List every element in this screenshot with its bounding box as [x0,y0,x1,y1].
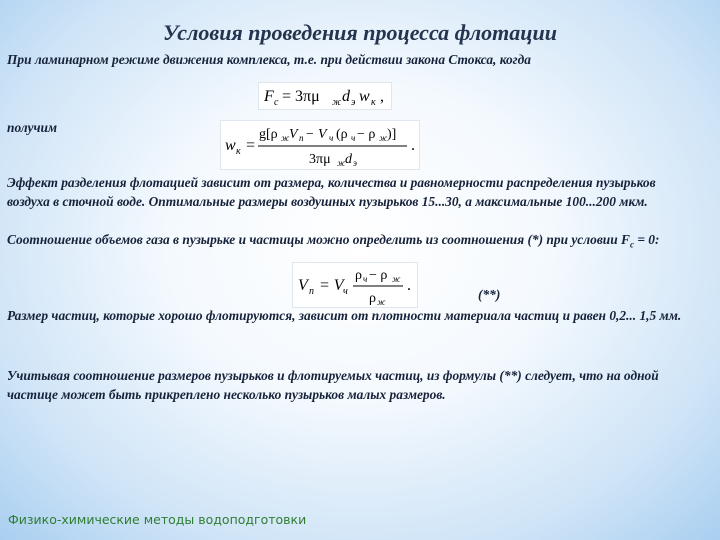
formula1-lhs: F [264,88,274,105]
formula1-w: w [359,88,370,105]
formula-volume-ratio [292,262,418,308]
formula3-eq-sub: ч [343,286,348,297]
formula2-den-s1: ж [337,158,346,168]
formula1-lhs-sub: c [274,97,279,108]
formula3-den-s1: ж [377,297,386,307]
formula1-mu-sub: ж [332,97,342,108]
formula2-num-s4: ч [351,133,356,143]
formula2-num-s3: ч [329,133,334,143]
ratio-force: F [621,232,630,247]
formula2-w-sub: к [236,146,241,157]
formula3-num-s2: ж [392,274,401,284]
paragraph-particle-size: Размер частиц, которые хорошо флотируются, зависит от плотности материала частиц и равен 0,2... 1,5 мм. [7,308,682,323]
ratio-force-sub: c [629,239,634,250]
formula2-num-v: V [289,127,298,142]
footer-course-title: Физико-химические методы водоподготовки [8,512,307,527]
formula3-eq: = V [319,277,344,294]
formula-velocity [220,120,420,170]
formula1-rhs: = 3πμ [282,88,320,105]
formula1-end: , [380,88,384,105]
formula3-v: V [298,277,308,294]
paragraph-intro: При ламинарном режиме движения комплекса, т.е. при действии закона Стокса, когда [7,52,531,67]
formula3-den: ρ [369,291,376,306]
formula2-eq: = [246,137,256,154]
ratio-text-b: = 0: [633,232,660,247]
formula2-num-s2: п [299,133,304,143]
formula2-num-minus: − ρ [357,127,376,142]
formula3-num: ρ [355,268,362,283]
formula2-den-s2: э [353,158,357,168]
equation-label: (**) [478,287,501,302]
formula1-d-sub: э [351,97,356,108]
formula3-num-minus: − ρ [369,268,388,283]
formula2-num-s5: ж [379,133,388,143]
paragraph-get: получим [7,120,58,135]
formula2-den-d: d [345,152,352,167]
formula1-w-sub: к [371,97,376,108]
formula1-d: d [342,88,350,105]
paragraph-effect: Эффект разделения флотацией зависит от размера, количества и равномерности распределения пузырьков воздуха в сточной воде. Оптимальные размеры воздушных пузырьков 15...30, а максимальные 100...200 мкм. [7,175,656,209]
formula2-num-end: )] [387,127,397,142]
formula3-v-sub: п [309,286,314,297]
formula2-num-mid: − V [305,127,327,142]
page-title: Условия проведения процесса флотации [163,20,557,45]
formula3-num-s1: ч [363,274,368,284]
formula3-end: . [407,277,411,294]
formula2-w: w [225,137,236,154]
formula2-num-s1: ж [281,133,290,143]
paragraph-ratio [7,230,697,255]
formula2-end: . [411,137,415,154]
paragraph-conclusion: Учитывая соотношение размеров пузырьков и флотируемых частиц, из формулы (**) следует, что на одной частице может быть прикреплено несколько пузырьков малых размеров. [7,368,659,402]
formula2-den: 3πμ [309,152,331,167]
formula2-num-paren: (ρ [336,127,348,142]
formula2-num: g[ρ [259,127,278,142]
formula-stokes-force [258,82,392,110]
ratio-text-a: Соотношение объемов газа в пузырьке и частицы можно определить из соотношения (*) при условии [7,232,622,247]
